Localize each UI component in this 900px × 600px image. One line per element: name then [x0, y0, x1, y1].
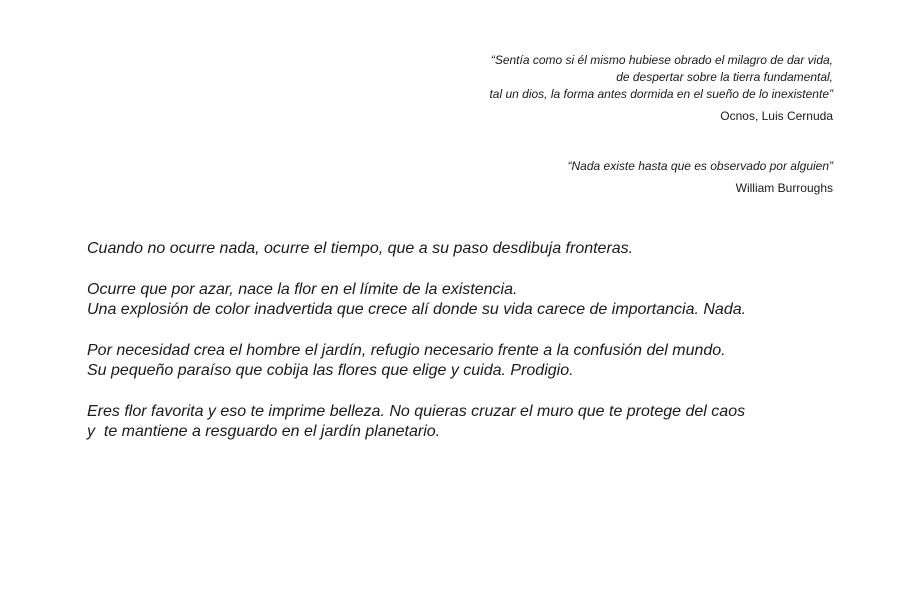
epigraph-burroughs [568, 158, 834, 197]
paragraph-line: Eres flor favorita y eso te imprime belleza. No quieras cruzar el muro que te protege del caos [87, 402, 746, 420]
body-text [87, 239, 847, 463]
epigraph-quote-line: de despertar sobre la tierra fundamental, [616, 70, 833, 84]
epigraph-quote-line: “Sentía como si él mismo hubiese obrado el milagro de dar vida, [490, 53, 833, 67]
epigraph-attribution: Ocnos, Luis Cernuda [720, 109, 833, 123]
paragraph [87, 280, 847, 321]
paragraph [87, 341, 847, 382]
paragraph-line: Ocurre que por azar, nace la flor en el límite de la existencia. [87, 280, 518, 298]
paragraph-line: Por necesidad crea el hombre el jardín, refugio necesario frente a la confusión del mundo. [87, 341, 726, 359]
paragraph-line: Su pequeño paraíso que cobija las flores que elige y cuida. Prodigio. [87, 362, 574, 379]
epigraph-quote-line: “Nada existe hasta que es observado por alguien” [567, 159, 833, 173]
paragraph [87, 239, 847, 260]
epigraph-quote-line: tal un dios, la forma antes dormida en el sueño de lo inexistente” [489, 87, 833, 101]
paragraph-line: Cuando no ocurre nada, ocurre el tiempo, que a su paso desdibuja fronteras. [87, 240, 634, 257]
epigraph-cernuda [489, 52, 833, 125]
paragraph [87, 402, 847, 443]
epigraph-attribution: William Burroughs [735, 181, 833, 195]
paragraph-line: y te mantiene a resguardo en el jardín planetario. [87, 423, 441, 440]
paragraph-line: Una explosión de color inadvertida que crece alí donde su vida carece de importancia. Nada. [87, 301, 747, 318]
